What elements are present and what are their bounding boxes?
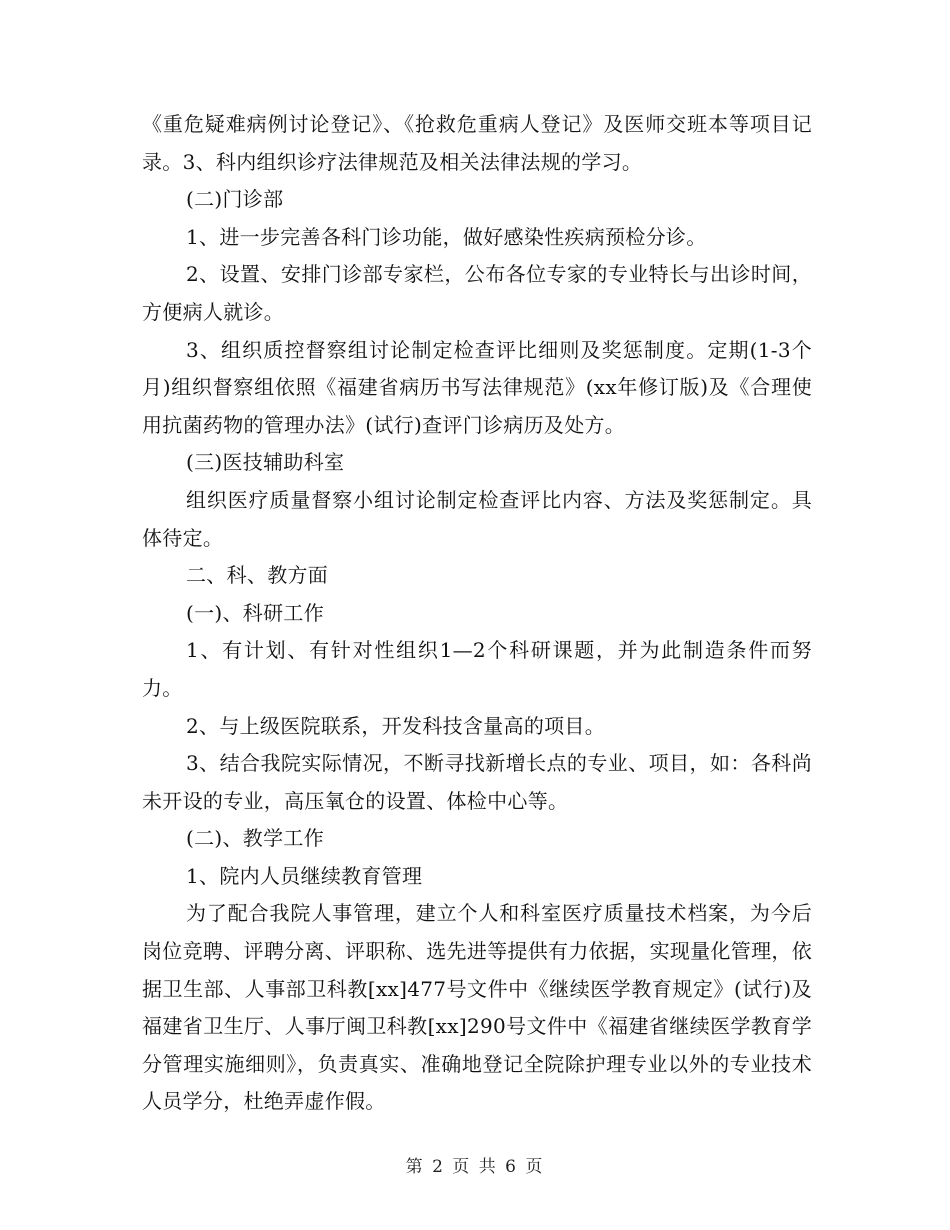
subsection-heading-teaching: (二)、教学工作 — [186, 826, 325, 851]
section-heading-research-teaching: 二、科、教方面 — [186, 563, 329, 588]
section-heading-outpatient: (二)门诊部 — [186, 187, 284, 212]
paragraph-7: 组织医疗质量督察小组讨论制定检查评比内容、方法及奖惩制定。具体待定。 — [142, 487, 812, 550]
paragraph-14: 1、院内人员继续教育管理 — [186, 863, 423, 888]
paragraph-1: 《重危疑难病例讨论登记》、《抢救危重病人登记》及医师交班本等项目记录。3、科内组织诊疗法律规范及相关法律法规的学习。 — [142, 112, 812, 174]
paragraph-10: 1、有计划、有针对性组织1—2个科研课题，并为此制造条件而努力。 — [142, 638, 812, 700]
paragraph-3: 1、进一步完善各科门诊功能，做好感染性疾病预检分诊。 — [186, 224, 707, 249]
paragraph-5: 3、组织质控督察组讨论制定检查评比细则及奖惩制度。定期(1-3个月)组织督察组依照《福建省病历书写法律规范》(xx年修订版)及《合理使用抗菌药物的管理办法》(试行)查评门诊病历及处方。 — [142, 337, 812, 437]
document-body — [142, 106, 812, 1121]
paragraph-4: 2、设置、安排门诊部专家栏，公布各位专家的专业特长与出诊时间，方便病人就诊。 — [142, 262, 812, 324]
paragraph-15: 为了配合我院人事管理，建立个人和科室医疗质量技术档案，为今后岗位竞聘、评聘分离、评职称、选先进等提供有力依据，实现量化管理，依据卫生部、人事部卫科教[xx]477号文件中《继续医学教育规定》(试行)及福建省卫生厅、人事厅闽卫科教[xx]290号文件中《福建省继续医学教育学分管理实施细则》，负责真实、准确地登记全院除护理专业以外的专业技术人员学分，杜绝弄虚作假。 — [142, 901, 812, 1114]
paragraph-11: 2、与上级医院联系，开发科技含量高的项目。 — [186, 713, 606, 738]
paragraph-12: 3、结合我院实际情况，不断寻找新增长点的专业、项目，如：各科尚未开设的专业，高压氧仓的设置、体检中心等。 — [142, 751, 812, 813]
page-number-footer: 第 2 页 共 6 页 — [405, 1157, 545, 1177]
subsection-heading-research: (一)、科研工作 — [186, 600, 325, 625]
section-heading-medical-tech: (三)医技辅助科室 — [186, 450, 345, 475]
